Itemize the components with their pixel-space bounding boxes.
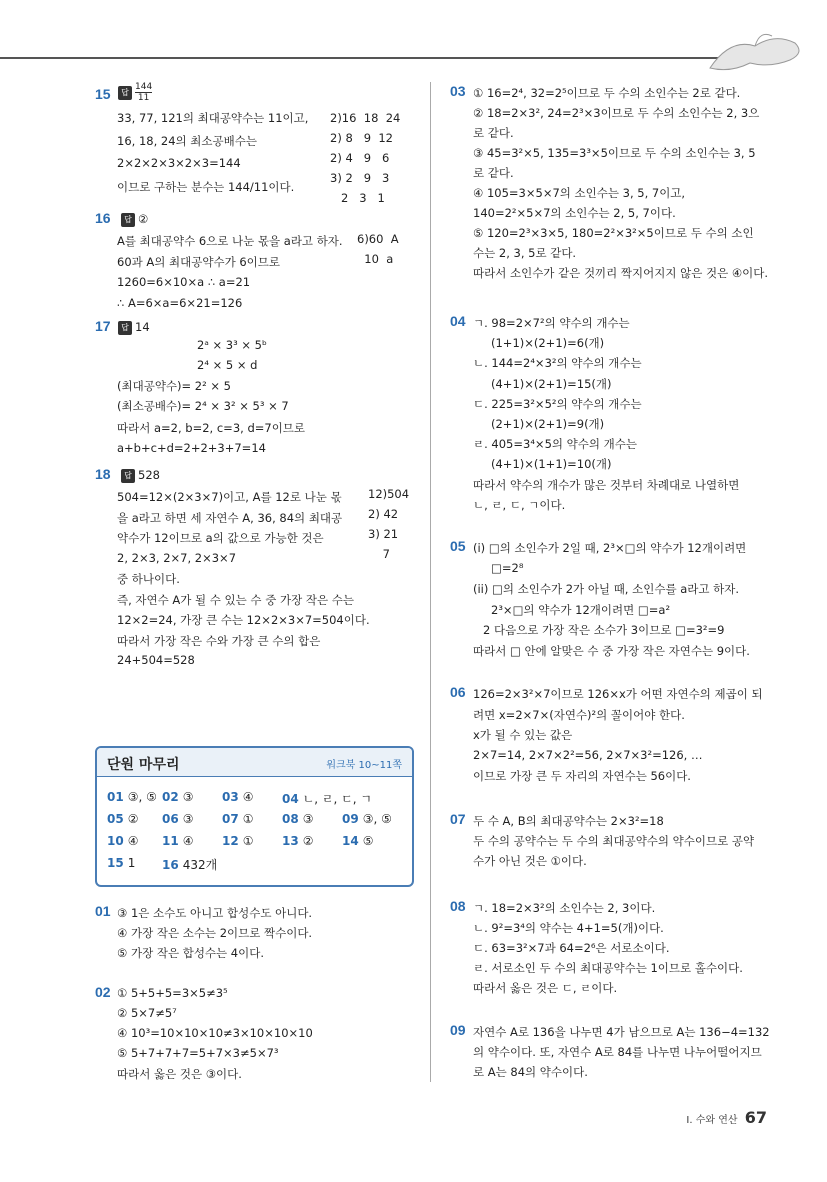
r03-line: ⑤ 120=2³×3×5, 180=2²×3²×5이므로 두 수의 소인 [473, 226, 754, 240]
r09-line: 의 약수이다. 또, 자연수 A로 84를 나누면 나누어떨어지므 [473, 1045, 762, 1059]
review-answer-item [107, 856, 135, 870]
r02-number: 02 [95, 984, 111, 1000]
review-item-number: 02 [162, 790, 179, 804]
q18-line: 즉, 자연수 A가 될 수 있는 수 중 가장 작은 수는 [117, 592, 354, 607]
q18-line: 중 하나이다. [117, 572, 180, 586]
review-item-number: 05 [107, 812, 124, 826]
r04-line: (4+1)×(1+1)=10(개) [491, 457, 612, 472]
review-item-answer: ③, ⑤ [127, 790, 157, 804]
r05-line: 2³×□의 약수가 12개이려면 □=a² [491, 602, 671, 617]
r08-line: ㄹ. 서로소인 두 수의 최대공약수는 1이므로 홀수이다. [473, 961, 743, 975]
review-answer-item [162, 812, 193, 826]
r09-line: 자연수 A로 136을 나누면 4가 남으므로 A는 136−4=132 [473, 1025, 770, 1039]
r06-line: 이므로 가장 큰 두 자리의 자연수는 56이다. [473, 769, 691, 783]
workbook-reference: 워크북 10~11쪽 [326, 760, 402, 771]
r03-line: 로 같다. [473, 166, 514, 180]
q17-line: (최소공배수)= 2⁴ × 3² × 5³ × 7 [117, 399, 289, 413]
r04-line: ㄱ. 98=2×7²의 약수의 개수는 [473, 316, 630, 330]
numerator: 144 [135, 82, 153, 92]
review-item-answer: ③ [182, 812, 194, 826]
r07-line: 수가 아닌 것은 ①이다. [473, 854, 587, 868]
r02-line: ① 5+5+5=3×5≠3⁵ [117, 986, 228, 1000]
r03-line: 140=2²×5×7의 소인수는 2, 5, 7이다. [473, 206, 676, 220]
review-item-number: 10 [107, 834, 124, 848]
r01-line: ⑤ 가장 작은 합성수는 4이다. [117, 946, 264, 960]
r05-line: 2 다음으로 가장 작은 소수가 3이므로 □=3²=9 [483, 623, 725, 637]
q18-line: 따라서 가장 작은 수와 가장 큰 수의 합은 [117, 633, 321, 648]
r04-line: ㄹ. 405=3⁴×5의 약수의 개수는 [473, 437, 637, 452]
review-item-number: 04 [282, 792, 299, 806]
review-item-answer: ③, ⑤ [362, 812, 392, 826]
review-item-number: 11 [162, 834, 179, 848]
r03-number: 03 [450, 83, 466, 99]
review-answer-item [342, 834, 373, 848]
r02-line: 따라서 옳은 것은 ③이다. [117, 1067, 242, 1081]
answer-value: 528 [138, 468, 160, 482]
q18-line: 을 a라고 하면 세 자연수 A, 36, 84의 최대공 [117, 510, 343, 525]
r08-line: 따라서 옳은 것은 ㄷ, ㄹ이다. [473, 981, 618, 995]
review-item-number: 13 [282, 834, 299, 848]
r05-number: 05 [450, 538, 466, 554]
r03-line: ③ 45=3²×5, 135=3³×5이므로 두 수의 소인수는 3, 5 [473, 146, 756, 160]
q16-answer [121, 212, 148, 227]
q17-line: a+b+c+d=2+2+3+7=14 [117, 441, 266, 455]
r09-number: 09 [450, 1022, 466, 1038]
r03-line: 따라서 소인수가 같은 것끼리 짝지어지지 않은 것은 ④이다. [473, 266, 769, 280]
review-item-number: 06 [162, 812, 179, 826]
answer-tag-icon: 답 [118, 321, 132, 335]
page-number: 67 [744, 1108, 767, 1127]
r03-line: 수는 2, 3, 5로 같다. [473, 246, 577, 260]
r05-line: (ii) □의 소인수가 2가 아닐 때, 소인수를 a라고 하자. [473, 582, 739, 596]
review-item-answer: ④ [182, 834, 194, 848]
review-item-answer: 432개 [182, 858, 218, 872]
section-label: I. 수와 연산 [686, 1115, 738, 1126]
q17-line: 따라서 a=2, b=2, c=3, d=7이므로 [117, 421, 306, 435]
r01-line: ④ 가장 작은 소수는 2이므로 짝수이다. [117, 926, 313, 940]
review-item-answer: ③ [182, 790, 194, 804]
r04-line: 따라서 약수의 개수가 많은 것부터 차례대로 나열하면 [473, 477, 740, 492]
r05-line: □=2⁸ [491, 560, 524, 575]
review-item-answer: ② [127, 812, 139, 826]
r04-line: (2+1)×(2+1)=9(개) [491, 417, 605, 431]
unit-review-box [95, 746, 414, 887]
review-item-answer: ④ [242, 790, 254, 804]
q16-line: A를 최대공약수 6으로 나눈 몫을 a라고 하자. [117, 234, 343, 248]
review-item-number: 12 [222, 834, 239, 848]
q17-line: (최대공약수)= 2² × 5 [117, 379, 231, 393]
review-item-answer: ① [242, 834, 254, 848]
q17-number: 17 [95, 318, 111, 334]
r07-line: 두 수의 공약수는 두 수의 최대공약수의 약수이므로 공약 [473, 834, 755, 848]
r02-line: ⑤ 5+7+7+7=5+7×3≠5×7³ [117, 1046, 279, 1060]
review-item-number: 14 [342, 834, 359, 848]
q15-division-table: 2)16 18 24 2) 8 9 12 2) 4 9 6 3) 2 9 3 2 3 1 [330, 111, 401, 205]
answer-fraction [135, 82, 152, 103]
r03-line: ① 16=2⁴, 32=2⁵이므로 두 수의 소인수는 2로 같다. [473, 86, 741, 100]
q15-answer [118, 82, 152, 103]
q18-line: 12×2=24, 가장 큰 수는 12×2×3×7=504이다. [117, 613, 370, 627]
answer-value: ② [138, 212, 149, 226]
q18-line: 24+504=528 [117, 653, 195, 667]
review-item-answer: ④ [127, 834, 139, 848]
page-footer [686, 1108, 767, 1127]
q18-line: 504=12×(2×3×7)이고, A를 12로 나눈 몫 [117, 490, 342, 504]
column-divider [430, 82, 431, 1082]
dragon-illustration-icon [700, 28, 810, 78]
review-answer-item [282, 812, 313, 826]
review-answer-item [107, 790, 157, 804]
r06-number: 06 [450, 684, 466, 700]
r04-line: (1+1)×(2+1)=6(개) [491, 336, 605, 351]
review-answer-item [222, 790, 253, 804]
r08-line: ㄱ. 18=2×3²의 소인수는 2, 3이다. [473, 901, 656, 915]
answer-value: 14 [135, 320, 150, 334]
r04-number: 04 [450, 313, 466, 329]
review-item-number: 07 [222, 812, 239, 826]
q18-answer [121, 468, 160, 483]
review-answer-item [162, 790, 193, 804]
review-item-number: 03 [222, 790, 239, 804]
review-item-answer: ① [242, 812, 254, 826]
r06-line: 려면 x=2×7×(자연수)²의 꼴이어야 한다. [473, 707, 685, 722]
review-answer-item [282, 834, 313, 848]
review-item-number: 01 [107, 790, 124, 804]
r01-line: ③ 1은 소수도 아니고 합성수도 아니다. [117, 906, 313, 920]
q18-line: 2, 2×3, 2×7, 2×3×7 [117, 550, 237, 565]
review-answer-item [342, 812, 392, 826]
q15-number: 15 [95, 86, 111, 102]
q15-line: 33, 77, 121의 최대공약수는 11이고, [117, 111, 309, 125]
r07-number: 07 [450, 811, 466, 827]
r06-line: 126=2×3²×7이므로 126×x가 어떤 자연수의 제곱이 되 [473, 687, 763, 701]
review-item-answer: ⑤ [362, 834, 374, 848]
q15-line: 이므로 구하는 분수는 144/11이다. [117, 180, 295, 194]
r05-line: (i) □의 소인수가 2일 때, 2³×□의 약수가 12개이려면 [473, 541, 747, 555]
answer-tag-icon: 답 [118, 86, 132, 100]
review-item-answer: ② [302, 834, 314, 848]
q15-line: 2×2×2×3×2×3=144 [117, 156, 241, 170]
review-item-number: 09 [342, 812, 359, 826]
r03-line: ② 18=2×3², 24=2³×3이므로 두 수의 소인수는 2, 3으 [473, 106, 760, 120]
r04-line: ㄴ. 144=2⁴×3²의 약수의 개수는 [473, 356, 642, 371]
review-answer-item [107, 812, 138, 826]
q16-line: 60과 A의 최대공약수가 6이므로 [117, 255, 280, 269]
r04-line: (4+1)×(2+1)=15(개) [491, 376, 612, 391]
review-answer-item [107, 834, 138, 848]
review-answer-item [162, 856, 217, 873]
q16-number: 16 [95, 210, 111, 226]
r04-line: ㄷ. 225=3²×5²의 약수의 개수는 [473, 396, 642, 411]
review-item-answer: ③ [302, 812, 314, 826]
review-answer-item [282, 790, 372, 807]
review-answer-item [162, 834, 193, 848]
review-answer-item [222, 812, 253, 826]
r09-line: 로 A는 84의 약수이다. [473, 1065, 588, 1079]
r08-line: ㄷ. 63=3²×7과 64=2⁶은 서로소이다. [473, 941, 670, 955]
r03-line: ④ 105=3×5×7의 소인수는 3, 5, 7이고, [473, 186, 686, 200]
q15-line: 16, 18, 24의 최소공배수는 [117, 134, 257, 148]
r03-line: 로 같다. [473, 126, 514, 140]
r08-number: 08 [450, 898, 466, 914]
review-item-number: 15 [107, 856, 124, 870]
q17-line: 2⁴ × 5 × d [197, 358, 258, 372]
review-item-number: 08 [282, 812, 299, 826]
q18-division-table: 12)504 2) 42 3) 21 7 [368, 487, 410, 561]
r06-line: x가 될 수 있는 값은 [473, 728, 573, 742]
r08-line: ㄴ. 9²=3⁴의 약수는 4+1=5(개)이다. [473, 921, 664, 935]
r05-line: 따라서 □ 안에 알맞은 수 중 가장 작은 자연수는 9이다. [473, 643, 750, 658]
r07-line: 두 수 A, B의 최대공약수는 2×3²=18 [473, 814, 664, 828]
q17-line: 2ᵃ × 3³ × 5ᵇ [197, 338, 267, 352]
review-answer-item [222, 834, 253, 848]
q18-number: 18 [95, 466, 111, 482]
answer-tag-icon: 답 [121, 469, 135, 483]
q16-division-table: 6)60 A 10 a [357, 232, 399, 266]
r02-line: ② 5×7≠5⁷ [117, 1006, 177, 1020]
r06-line: 2×7=14, 2×7×2²=56, 2×7×3²=126, … [473, 747, 703, 762]
r02-line: ④ 10³=10×10×10≠3×10×10×10 [117, 1026, 313, 1040]
r04-line: ㄴ, ㄹ, ㄷ, ㄱ이다. [473, 497, 566, 512]
review-item-number: 16 [162, 858, 179, 872]
q16-line: 1260=6×10×a ∴ a=21 [117, 275, 251, 289]
unit-review-title: 단원 마무리 [107, 757, 180, 773]
unit-review-header [97, 748, 412, 777]
q17-answer [118, 320, 150, 335]
header-rule [0, 57, 760, 59]
denominator: 11 [137, 93, 150, 103]
r01-number: 01 [95, 903, 111, 919]
q16-line: ∴ A=6×a=6×21=126 [117, 296, 243, 310]
review-item-answer: ㄴ, ㄹ, ㄷ, ㄱ [302, 792, 372, 806]
answer-tag-icon: 답 [121, 213, 135, 227]
q18-line: 약수가 12이므로 a의 값으로 가능한 것은 [117, 531, 324, 545]
review-item-answer: 1 [127, 856, 136, 870]
